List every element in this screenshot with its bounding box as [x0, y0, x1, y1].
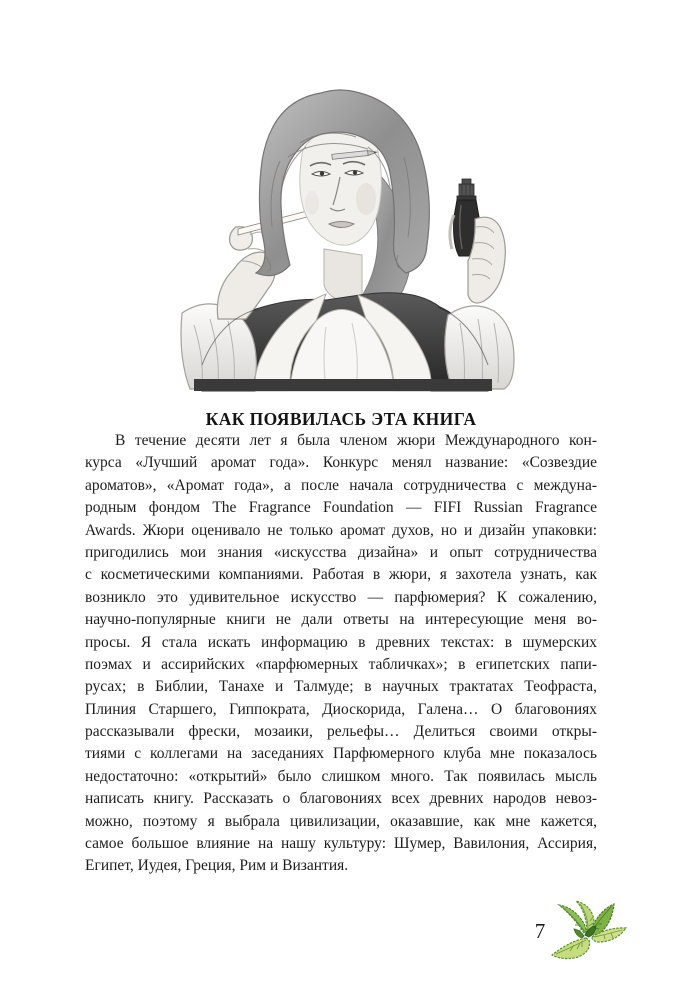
body-text-line: курса «Лучший аромат года». Конкурс менял название: «Созвездие — [85, 454, 597, 472]
body-text-line: просы. Я стала искать информацию в древних текстах: в шумерских — [85, 633, 597, 651]
mint-sprig-icon — [544, 897, 640, 967]
body-text-line: Awards. Жюри оценивало не только аромат духов, но и дизайн упаковки: — [85, 521, 597, 539]
body-text-line: возникло это удивительное искусство — парфюмерия? К сожалению, — [85, 588, 597, 606]
body-text-line: ароматов», «Аромат года», а после начала сотрудничества с междуна- — [85, 476, 597, 494]
woman-portrait-sketch — [176, 56, 520, 398]
right-sleeve — [445, 306, 514, 389]
body-text-line: самое большое влияние на нашу культуру: Шумер, Вавилония, Ассирия, — [85, 835, 597, 853]
body-text-line: тиями с коллегами на заседаниях Парфюмерного клуба мне показалось — [85, 745, 597, 763]
body-text-line: пригодились мои знания «искусства дизайна» и опыт сотрудничества — [85, 543, 597, 561]
left-eye — [320, 171, 324, 175]
body-text-line: рассказывали фрески, мозаики, рельефы… Делиться своими откры- — [85, 723, 597, 741]
body-text-line: научно-популярные книги не дали ответы на интересующие меня во- — [85, 611, 597, 629]
body-text-line: В течение десяти лет я была членом жюри Международного кон- — [115, 432, 597, 449]
page-number: 7 — [534, 919, 546, 943]
body-text-line: поэмах и ассирийских «парфюмерных табличках»; в египетских папи- — [85, 655, 597, 673]
vest-hem — [194, 379, 492, 391]
mint-leaves-illustration — [544, 897, 640, 967]
body-text-line: с косметическими компаниями. Работая в жюри, я захотела узнать, как — [85, 566, 597, 584]
body-text-line: Египет, Иудея, Греция, Рим и Византия. — [85, 857, 349, 875]
body-paragraph — [85, 430, 597, 878]
body-text-line: написать книгу. Рассказать о благовониях всех древних народов невоз- — [85, 790, 597, 808]
author-illustration — [176, 56, 520, 398]
right-eye — [353, 170, 357, 174]
body-text-line: Плиния Старшего, Гиппократа, Диоскорида, Галена… О благовониях — [85, 700, 597, 718]
body-text-line: можно, поэтому я выбрала цивилизации, оказавшие, как мне кажется, — [85, 812, 597, 830]
body-text-line: недостаточно: «открытий» было слишком много. Так появилась мысль — [85, 767, 597, 785]
chapter-heading: КАК ПОЯВИЛАСЬ ЭТА КНИГА — [205, 408, 477, 429]
body-text-line: родным фондом The Fragrance Foundation — FIFI Russian Fragrance — [85, 499, 597, 517]
body-text-line: русах; в Библии, Танахе и Талмуде; в научных трактатах Теофраста, — [85, 678, 597, 696]
